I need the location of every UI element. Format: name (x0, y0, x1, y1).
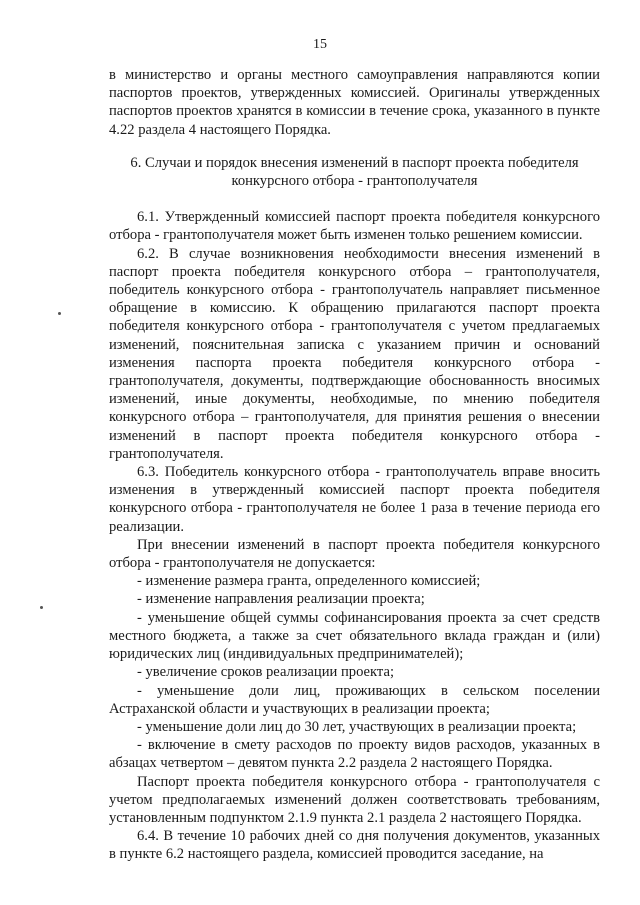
paragraph-6-2: 6.2. В случае возникновения необходимости внесения изменений в паспорт проекта победителя конкурсного отбора – грантополучателя, победитель конкурсного отбора - грантополучатель направляет письменное обращение в комиссию. К обращению прилагаются паспорт проекта победителя конкурсного отбора - грантополучателя с учетом предлагаемых изменений, пояснительная записка с указанием причин и оснований изменения паспорта проекта победителя конкурсного отбора - грантополучателя, документы, подтверждающие обоснованность вносимых изменений, иные документы, необходимые, по мнению победителя конкурсного отбора – грантополучателя, для принятия решения о внесении изменений в паспорт проекта победителя конкурсного отбора - грантополучателя. (109, 245, 600, 462)
paragraph-6-3: 6.3. Победитель конкурсного отбора - грантополучатель вправе вносить изменения в утвержденный комиссией паспорт проекта победителя конкурсного отбора - грантополучателя не более 1 раза в течение периода его реализации. (109, 464, 600, 535)
paragraph-passport-requirements: Паспорт проекта победителя конкурсного отбора - грантополучателя с учетом предполагаемых изменений должен соответствовать требованиям, установленным подпунктом 2.1.9 пункта 2.1 раздела 2 настоящего Порядка. (109, 773, 600, 826)
list-item: - уменьшение доли лиц, проживающих в сельском поселении Астраханской области и участвующих в реализации проекта; (109, 682, 600, 717)
list-item: - изменение размера гранта, определенного комиссией; (137, 573, 481, 590)
list-item: - включение в смету расходов по проекту видов расходов, указанных в абзацах четвертом – девятом пункта 2.2 раздела 2 настоящего Порядка. (109, 737, 600, 772)
list-item: - уменьшение общей суммы софинансирования проекта за счет средств местного бюджета, а также за счет обязательного вклада граждан и (или) юридических лиц (индивидуальных предпринимателей); (109, 609, 600, 663)
page-number: 15 (313, 37, 327, 52)
paragraph-6-4: 6.4. В течение 10 рабочих дней со дня получения документов, указанных в пункте 6.2 настоящего раздела, комиссией проводится заседание, на (109, 828, 600, 863)
list-item: - увеличение сроков реализации проекта; (137, 664, 395, 681)
list-item: - уменьшение доли лиц до 30 лет, участвующих в реализации проекта; (137, 718, 577, 735)
list-item: - изменение направления реализации проекта; (137, 591, 425, 608)
scan-speck (58, 312, 61, 315)
section-heading: 6. Случаи и порядок внесения изменений в паспорт проекта победителя конкурсного отбора - грантополучателя (130, 154, 579, 190)
scan-speck (40, 606, 43, 609)
document-body (109, 66, 600, 864)
paragraph-continuation: в министерство и органы местного самоуправления направляются копии паспортов проектов, утвержденных комиссией. Оригиналы утвержденных паспортов проектов хранятся в комиссии в течение срока, указанного в пункте 4.22 раздела 4 настоящего Порядка. (109, 67, 600, 138)
paragraph-6-1: 6.1. Утвержденный комиссией паспорт проекта победителя конкурсного отбора - грантополучателя может быть изменен только решением комиссии. (109, 209, 600, 244)
paragraph-restrictions-intro: При внесении изменений в паспорт проекта победителя конкурсного отбора - грантополучателя не допускается: (109, 536, 600, 572)
